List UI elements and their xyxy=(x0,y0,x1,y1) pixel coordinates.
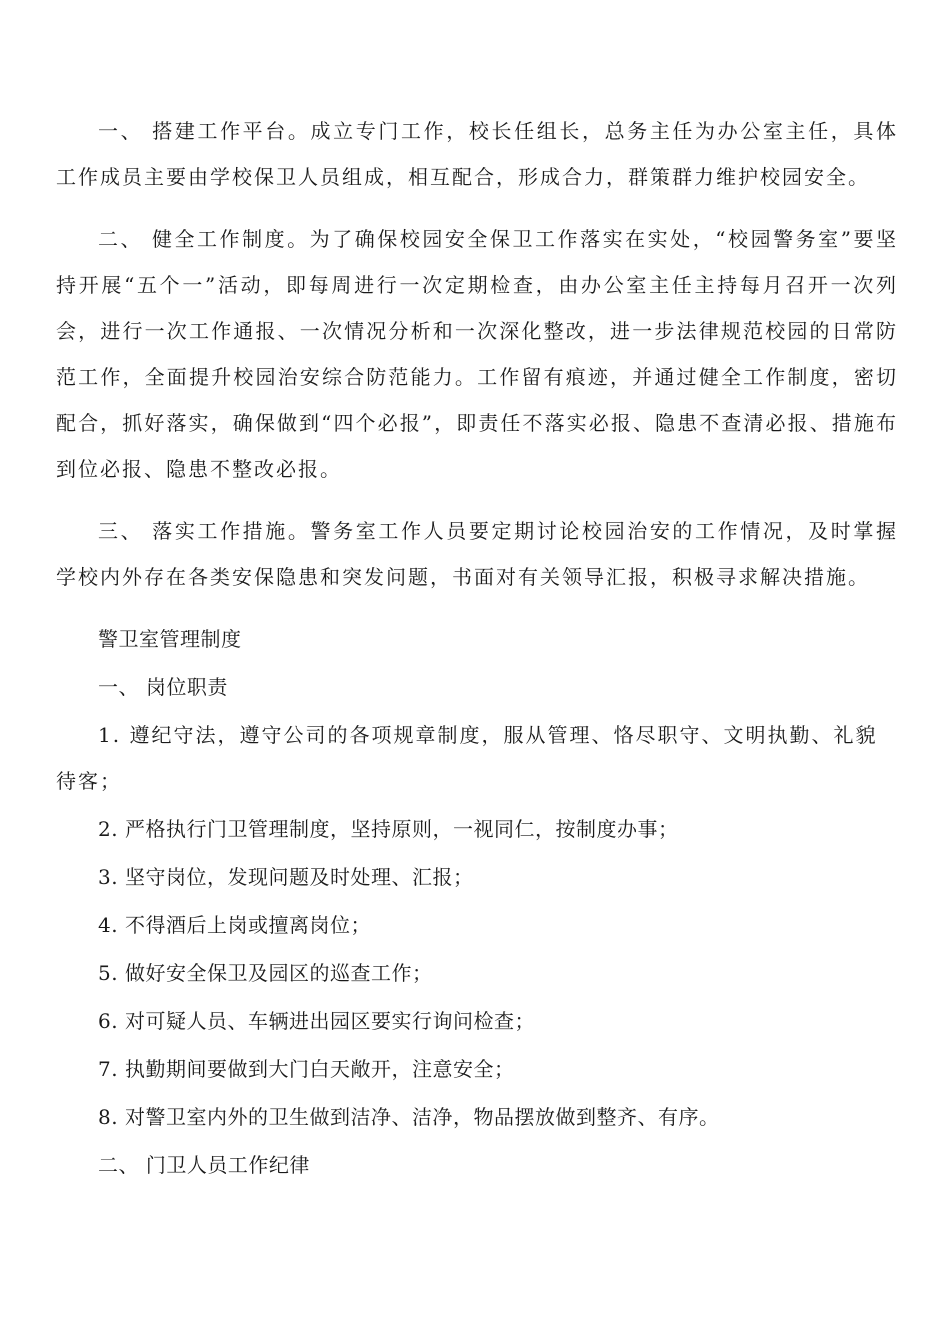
paragraph-system: 二、 健全工作制度。为了确保校园安全保卫工作落实在实处，“校园警务室”要坚持开展“五个一”活动，即每周进行一次定期检查，由办公室主任主持每月召开一次列会，进行一次工作通报、一次情况分析和一次深化整改，进一步法律规范校园的日常防范工作，全面提升校园治安综合防范能力。工作留有痕迹，并通过健全工作制度，密切配合，抓好落实，确保做到“四个必报”，即责任不落实必报、隐患不查清必报、措施布到位必报、隐患不整改必报。 xyxy=(56,227,898,481)
heading-discipline: 二、 门卫人员工作纪律 xyxy=(98,1153,310,1177)
duty-item-7: 7. 执勤期间要做到大门白天敞开，注意安全； xyxy=(98,1057,515,1081)
duty-item-3: 3. 坚守岗位，发现问题及时处理、汇报； xyxy=(98,865,474,889)
duty-item-8: 8. 对警卫室内外的卫生做到洁净、洁净，物品摆放做到整齐、有序。 xyxy=(98,1105,720,1129)
heading-duties: 一、 岗位职责 xyxy=(98,675,228,699)
duty-item-4: 4. 不得酒后上岗或擅离岗位； xyxy=(98,913,371,937)
duty-item-1: 1. 遵纪守法，遵守公司的各项规章制度，服从管理、恪尽职守、文明执勤、礼貌待客； xyxy=(56,723,878,793)
duty-item-6: 6. 对可疑人员、车辆进出园区要实行询问检查； xyxy=(98,1009,535,1033)
duty-item-5: 5. 做好安全保卫及园区的巡查工作； xyxy=(98,961,433,985)
duty-item-2: 2. 严格执行门卫管理制度，坚持原则，一视同仁，按制度办事； xyxy=(98,817,679,841)
document-page xyxy=(56,108,898,1190)
section-title: 警卫室管理制度 xyxy=(98,627,242,651)
paragraph-platform: 一、 搭建工作平台。成立专门工作，校长任组长，总务主任为办公室主任，具体工作成员主要由学校保卫人员组成，相互配合，形成合力，群策群力维护校园安全。 xyxy=(56,119,898,189)
paragraph-measures: 三、 落实工作措施。警务室工作人员要定期讨论校园治安的工作情况，及时掌握学校内外存在各类安保隐患和突发问题，书面对有关领导汇报，积极寻求解决措施。 xyxy=(56,519,898,589)
